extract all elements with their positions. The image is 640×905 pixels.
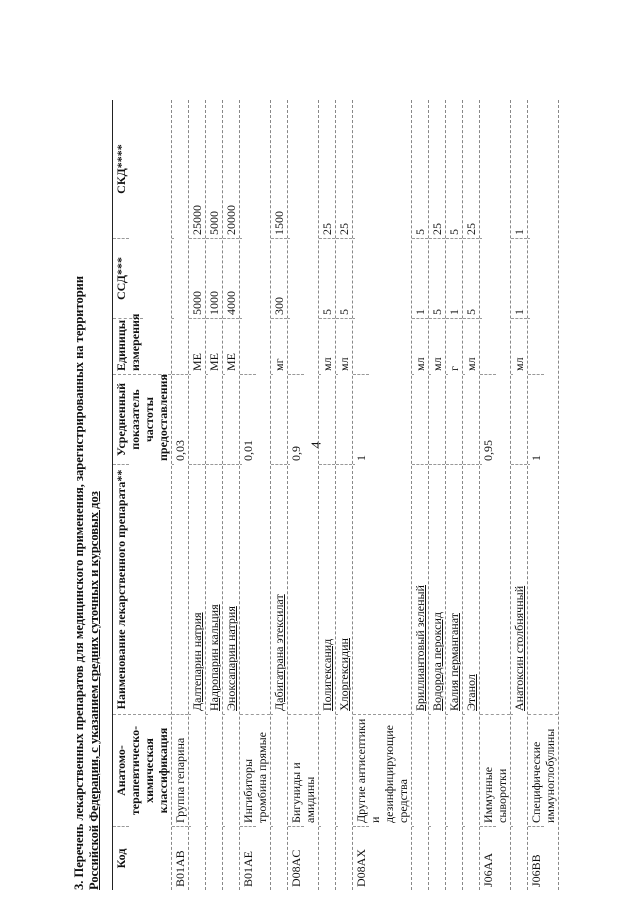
cell-freq (206, 374, 208, 464)
cell-skd: 25 (320, 223, 334, 235)
cell-unit: мл (412, 318, 428, 374)
cell-skd (240, 100, 242, 238)
cell-code (319, 826, 321, 890)
cell-atc-class (206, 714, 208, 826)
cell-ssd (528, 238, 530, 318)
cell-ssd (172, 238, 174, 318)
cell-drug (353, 464, 355, 714)
cell-skd: 1500 (272, 211, 286, 235)
cell-drug: Надропарин кальция (206, 464, 222, 714)
cell-ssd: 1 (446, 238, 462, 318)
cell-skd (288, 100, 290, 238)
cell-unit (480, 318, 482, 374)
cell-unit: мл (319, 318, 335, 374)
cell-code: J06AA (480, 826, 496, 890)
cell-skd: 1 (512, 229, 526, 235)
cell-atc-class (319, 714, 321, 826)
cell-unit: мл (463, 318, 479, 374)
header-code: Код (113, 826, 129, 890)
cell-unit (353, 318, 355, 374)
cell-freq (511, 374, 513, 464)
cell-freq (319, 374, 321, 464)
cell-code (206, 826, 208, 890)
cell-atc-class: Ингибиторы тромбина прямые (240, 714, 270, 826)
table-row (271, 100, 288, 890)
header-ssd: ССД*** (113, 238, 129, 318)
rotated-sheet (72, 100, 592, 890)
cell-drug: Анатоксин столбнячный (511, 464, 527, 714)
cell-atc-class (223, 714, 225, 826)
cell-atc-class: Другие антисептики и дезинфицирующие средства (353, 714, 411, 826)
cell-ssd: 5000 (189, 238, 205, 318)
cell-code (429, 826, 431, 890)
cell-unit: мг (271, 318, 287, 374)
cell-freq (189, 374, 191, 464)
cell-unit (288, 318, 290, 374)
page-number: 4 (309, 441, 325, 449)
cell-atc-class: Группа гепарина (172, 714, 188, 826)
cell-skd (528, 100, 530, 238)
cell-unit: мл (429, 318, 445, 374)
cell-freq (446, 374, 448, 464)
cell-code: B01AE (240, 826, 256, 890)
cell-drug (288, 464, 290, 714)
cell-unit (240, 318, 242, 374)
table-row (429, 100, 446, 890)
table-body (172, 100, 559, 890)
table-row (511, 100, 528, 890)
header-skd: СКД**** (114, 144, 128, 194)
cell-freq: 0,01 (240, 374, 256, 464)
cell-drug (172, 464, 174, 714)
cell-drug: Этанол (463, 464, 479, 714)
header-unit: Единицы измерения (113, 318, 143, 374)
cell-ssd (288, 238, 290, 318)
cell-ssd: 300 (271, 238, 287, 318)
cell-skd: 25 (464, 223, 478, 235)
cell-atc-class (271, 714, 273, 826)
cell-freq: 0,95 (480, 374, 496, 464)
table-row (336, 100, 353, 890)
cell-code: B01AB (172, 826, 188, 890)
cell-unit: г (446, 318, 462, 374)
cell-skd: 25 (430, 223, 444, 235)
cell-ssd: 5 (336, 238, 352, 318)
cell-skd: 25000 (190, 205, 204, 235)
cell-unit: МЕ (189, 318, 205, 374)
cell-ssd (353, 238, 355, 318)
table-row (172, 100, 189, 890)
cell-unit (172, 318, 174, 374)
cell-freq: 1 (528, 374, 544, 464)
cell-unit: МЕ (223, 318, 239, 374)
cell-atc-class: Бигуниды и амидины (288, 714, 318, 826)
cell-code (511, 826, 513, 890)
cell-code (412, 826, 414, 890)
table-row (319, 100, 336, 890)
cell-skd: 5 (413, 229, 427, 235)
cell-code (336, 826, 338, 890)
cell-atc-class (336, 714, 338, 826)
title-line-2: Российской Федерации, с указанием средних суточных и курсовых доз (87, 491, 101, 890)
cell-ssd: 1000 (206, 238, 222, 318)
cell-ssd: 5 (463, 238, 479, 318)
table-row (446, 100, 463, 890)
cell-freq (429, 374, 431, 464)
cell-atc-class (463, 714, 465, 826)
table-header (113, 100, 172, 890)
cell-code (271, 826, 273, 890)
cell-unit: МЕ (206, 318, 222, 374)
cell-atc-class (412, 714, 414, 826)
table-row (463, 100, 480, 890)
cell-ssd: 5 (319, 238, 335, 318)
title-line-1: 3. Перечень лекарственных препаратов для медицинского применения, зарегистрированных на территории (72, 275, 86, 890)
drug-table (112, 100, 559, 890)
cell-drug (240, 464, 242, 714)
cell-freq (463, 374, 465, 464)
cell-drug: Водорода пероксид (429, 464, 445, 714)
cell-freq: 1 (353, 374, 369, 464)
cell-skd: 25 (337, 223, 351, 235)
table-row (412, 100, 429, 890)
cell-skd (353, 100, 355, 238)
cell-atc-class (429, 714, 431, 826)
table-row (528, 100, 559, 890)
cell-freq (223, 374, 225, 464)
cell-freq (412, 374, 414, 464)
cell-unit: мл (336, 318, 352, 374)
cell-ssd: 1 (412, 238, 428, 318)
cell-code (189, 826, 191, 890)
cell-ssd (240, 238, 242, 318)
cell-skd (172, 100, 174, 238)
cell-skd: 5000 (207, 211, 221, 235)
cell-drug: Калия перманганат (446, 464, 462, 714)
cell-drug: Бриллиантовый зеленый (412, 464, 428, 714)
cell-drug: Эноксапарин натрия (223, 464, 239, 714)
cell-skd: 5 (447, 229, 461, 235)
cell-code: J06BB (528, 826, 544, 890)
cell-ssd (480, 238, 482, 318)
header-freq: Усредненный показатель частоты предоставления (113, 374, 171, 464)
cell-atc-class (189, 714, 191, 826)
section-title (72, 100, 102, 890)
table-row (288, 100, 319, 890)
table-row (480, 100, 511, 890)
table-row (223, 100, 240, 890)
cell-code: D08AX (353, 826, 369, 890)
cell-skd: 20000 (224, 205, 238, 235)
cell-ssd: 4000 (223, 238, 239, 318)
cell-drug: Дабигатрана этексилат (271, 464, 287, 714)
cell-atc-class (446, 714, 448, 826)
cell-skd (480, 100, 482, 238)
cell-freq (336, 374, 338, 464)
cell-freq: 0,03 (172, 374, 188, 464)
table-row (189, 100, 206, 890)
header-atc-class: Анатомо-терапевтическо-химическая классификация (113, 714, 171, 826)
cell-drug (528, 464, 530, 714)
cell-ssd: 5 (429, 238, 445, 318)
cell-atc-class: Иммунные сыворотки (480, 714, 510, 826)
cell-drug (480, 464, 482, 714)
cell-unit: мл (511, 318, 527, 374)
cell-code (463, 826, 465, 890)
header-drug: Наименование лекарственного препарата** (113, 464, 129, 714)
cell-freq (271, 374, 273, 464)
cell-code: D08AC (288, 826, 304, 890)
cell-drug: Далтепарин натрия (189, 464, 205, 714)
cell-unit (528, 318, 530, 374)
cell-drug: Полигексанид (319, 464, 335, 714)
cell-code (446, 826, 448, 890)
cell-freq: 0,9 (288, 374, 304, 464)
cell-ssd: 1 (511, 238, 527, 318)
cell-code (223, 826, 225, 890)
table-row (353, 100, 412, 890)
cell-drug: Хлоргексидин (336, 464, 352, 714)
cell-atc-class (511, 714, 513, 826)
table-row (206, 100, 223, 890)
table-row (240, 100, 271, 890)
cell-atc-class: Специфические иммуноглобулины (528, 714, 558, 826)
